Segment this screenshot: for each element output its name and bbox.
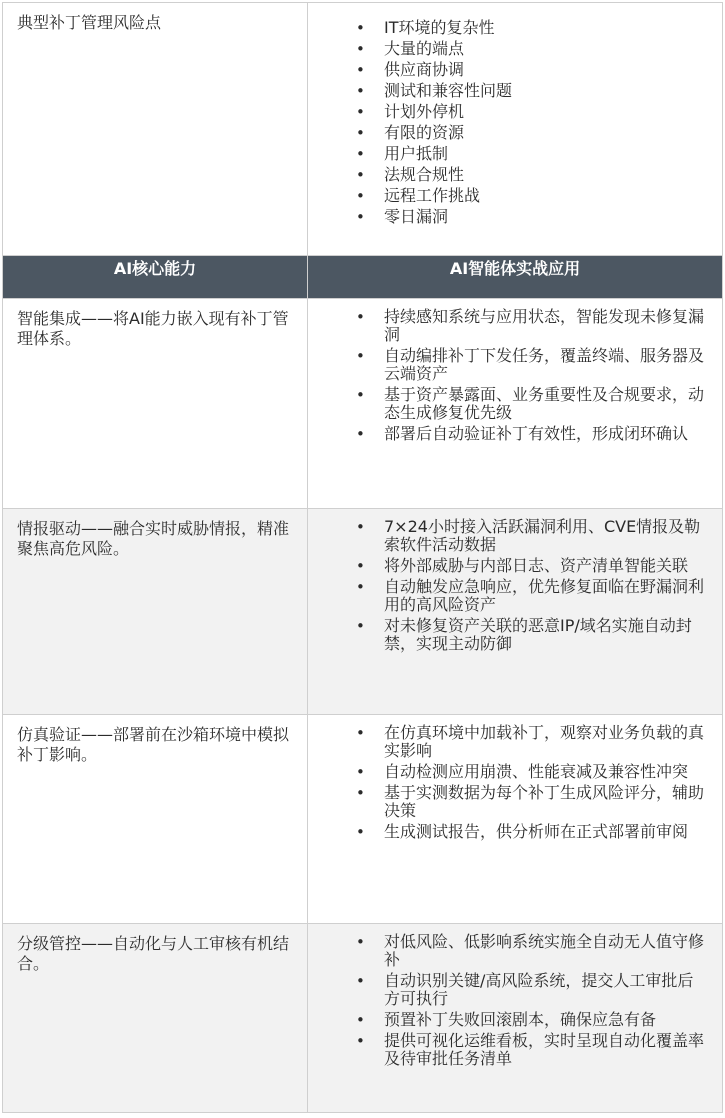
application-item: • 在仿真环境中加载补丁，观察对业务负载的真实影响 bbox=[384, 724, 706, 760]
capability-text: 情报驱动——融合实时威胁情报，精准聚焦高危风险。 bbox=[17, 519, 290, 558]
application-item: • 预置补丁失败回滚剧本，确保应急有备 bbox=[384, 1011, 706, 1029]
application-list bbox=[308, 509, 722, 653]
application-item: • 对未修复资产关联的恶意IP/域名实施自动封禁，实现主动防御 bbox=[384, 617, 706, 653]
header-application: AI智能体实战应用 bbox=[308, 256, 723, 299]
application-item: • 部署后自动验证补丁有效性，形成闭环确认 bbox=[384, 425, 706, 443]
application-item: • 自动编排补丁下发任务，覆盖终端、服务器及云端资产 bbox=[384, 347, 706, 383]
risk-point-item: • IT环境的复杂性 bbox=[384, 19, 706, 37]
table-row bbox=[3, 509, 723, 715]
application-item: • 生成测试报告，供分析师在正式部署前审阅 bbox=[384, 823, 706, 841]
application-item: • 将外部威胁与内部日志、资产清单智能关联 bbox=[384, 557, 706, 575]
risk-points-label: 典型补丁管理风险点 bbox=[17, 13, 162, 32]
table-header-row bbox=[3, 256, 723, 299]
patch-management-table bbox=[2, 2, 723, 1113]
application-item: • 持续感知系统与应用状态，智能发现未修复漏洞 bbox=[384, 308, 706, 344]
risk-points-row bbox=[3, 3, 723, 256]
application-item: • 自动识别关键/高风险系统，提交人工审批后方可执行 bbox=[384, 972, 706, 1008]
risk-point-item: • 零日漏洞 bbox=[384, 208, 706, 226]
application-item: • 提供可视化运维看板，实时呈现自动化覆盖率及待审批任务清单 bbox=[384, 1032, 706, 1068]
risk-point-item: • 测试和兼容性问题 bbox=[384, 82, 706, 100]
risk-point-item: • 法规合规性 bbox=[384, 166, 706, 184]
application-list bbox=[308, 299, 722, 443]
capability-text: 分级管控——自动化与人工审核有机结合。 bbox=[17, 934, 290, 973]
application-list bbox=[308, 924, 722, 1068]
application-item: • 基于资产暴露面、业务重要性及合规要求，动态生成修复优先级 bbox=[384, 386, 706, 422]
risk-points-list-cell bbox=[308, 3, 723, 256]
capability-text: 智能集成——将AI能力嵌入现有补丁管理体系。 bbox=[17, 309, 289, 348]
risk-point-item: • 用户抵制 bbox=[384, 145, 706, 163]
risk-point-item: • 供应商协调 bbox=[384, 61, 706, 79]
application-item: • 自动触发应急响应，优先修复面临在野漏洞利用的高风险资产 bbox=[384, 578, 706, 614]
risk-points-label-cell bbox=[3, 3, 308, 256]
capability-text: 仿真验证——部署前在沙箱环境中模拟补丁影响。 bbox=[17, 725, 290, 764]
risk-point-item: • 有限的资源 bbox=[384, 124, 706, 142]
table-row bbox=[3, 715, 723, 924]
risk-points-list bbox=[308, 3, 722, 226]
application-item: • 对低风险、低影响系统实施全自动无人值守修补 bbox=[384, 933, 706, 969]
table-row bbox=[3, 299, 723, 509]
application-item: • 7×24小时接入活跃漏洞利用、CVE情报及勒索软件活动数据 bbox=[384, 518, 706, 554]
header-capability: AI核心能力 bbox=[3, 256, 308, 299]
application-item: • 自动检测应用崩溃、性能衰减及兼容性冲突 bbox=[384, 763, 706, 781]
table-row bbox=[3, 924, 723, 1113]
application-item: • 基于实测数据为每个补丁生成风险评分，辅助决策 bbox=[384, 784, 706, 820]
risk-point-item: • 计划外停机 bbox=[384, 103, 706, 121]
application-list bbox=[308, 715, 722, 841]
risk-point-item: • 远程工作挑战 bbox=[384, 187, 706, 205]
risk-point-item: • 大量的端点 bbox=[384, 40, 706, 58]
